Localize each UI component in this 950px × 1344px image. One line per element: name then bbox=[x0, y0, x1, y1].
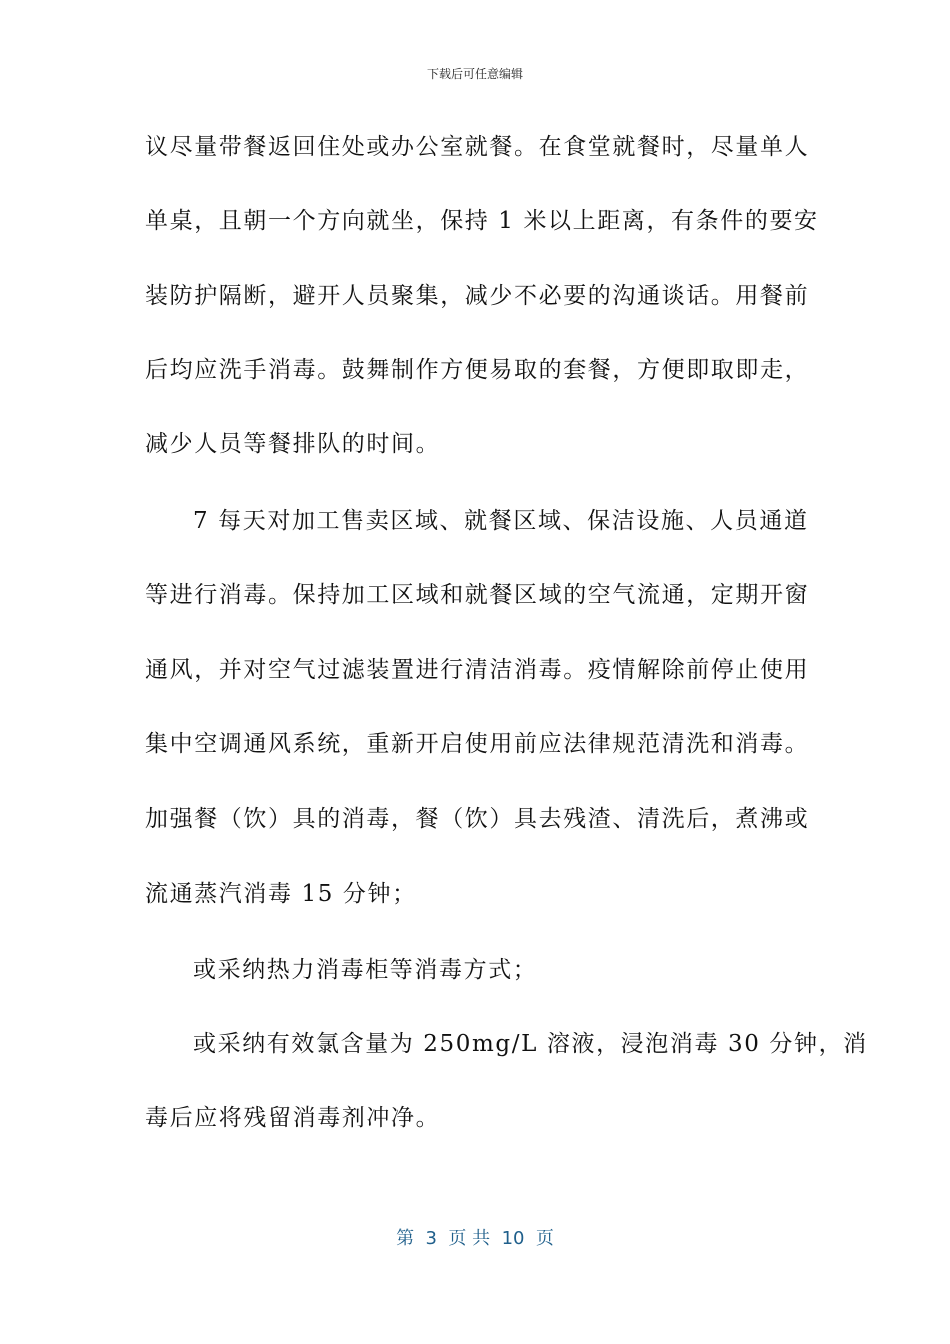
body-line: 流通蒸汽消毒 15 分钟； bbox=[145, 881, 417, 907]
page-header: 下载后可任意编辑 bbox=[426, 67, 523, 81]
page-number-footer: 第 3 页 共 10 页 bbox=[396, 1228, 554, 1249]
body-line: 通风，并对空气过滤装置进行清洁消毒。疫情解除前停止使用 bbox=[145, 657, 810, 683]
body-line: 后均应洗手消毒。鼓舞制作方便易取的套餐，方便即取即走， bbox=[145, 357, 810, 383]
body-line: 议尽量带餐返回住处或办公室就餐。在食堂就餐时，尽量单人 bbox=[145, 134, 810, 160]
body-line: 装防护隔断，避开人员聚集，减少不必要的沟通谈话。用餐前 bbox=[145, 283, 810, 309]
paragraph-first-line: 或采纳有效氯含量为 250mg/L 溶液，浸泡消毒 30 分钟，消 bbox=[193, 1031, 868, 1057]
paragraph-first-line: 7 每天对加工售卖区域、就餐区域、保洁设施、人员通道 bbox=[193, 508, 809, 534]
body-line: 等进行消毒。保持加工区域和就餐区域的空气流通，定期开窗 bbox=[145, 582, 810, 608]
body-line: 减少人员等餐排队的时间。 bbox=[145, 431, 441, 457]
paragraph-first-line: 或采纳热力消毒柜等消毒方式； bbox=[193, 957, 538, 983]
body-line: 集中空调通风系统，重新开启使用前应法律规范清洗和消毒。 bbox=[145, 731, 810, 757]
body-line: 单桌，且朝一个方向就坐，保持 1 米以上距离，有条件的要安 bbox=[145, 208, 819, 234]
body-line: 毒后应将残留消毒剂冲净。 bbox=[145, 1105, 441, 1131]
body-line: 加强餐（饮）具的消毒，餐（饮）具去残渣、清洗后，煮沸或 bbox=[145, 806, 810, 832]
